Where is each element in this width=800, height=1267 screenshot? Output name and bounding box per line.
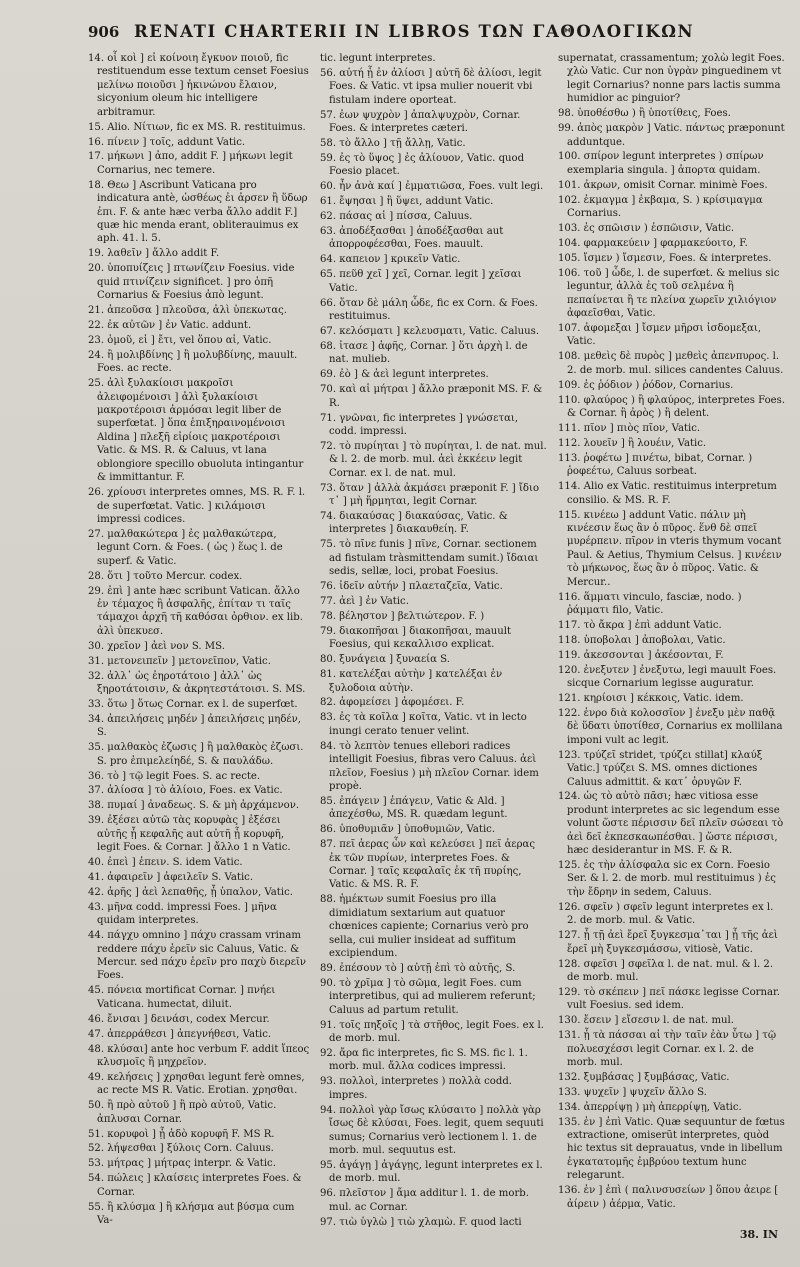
note-entry: 31. μετονειπεῖν ] μετονεῖπον, Vatic. (88, 655, 271, 667)
note-entry: 52. λήψεσθαι ] ξύλοις Corn. Caluus. (88, 1143, 274, 1155)
note-entry: 68. ἰτασε ] ἀφῆς, Cornar. ] ὅτι ἀρχὴ l. de nat. mulieb. (320, 340, 528, 366)
note-entry: 28. ὅτι ] τοῦτο Mercur. codex. (88, 570, 243, 582)
note-entry: 79. διακοπῆσαι ] διακοπῆσαι, mauult Foesius, qui κεκαλλισο explicat. (320, 625, 512, 651)
note-entry: 49. κελήσεις ] χρησθαι legunt ferè omnes, ac recte MS R. Vatic. Erotian. χρησθαι. (88, 1071, 305, 1097)
note-entry: 83. ἐς τὰ κοῖλα ] κοῖτα, Vatic. vt in lecto inungi cerato tenuer velint. (320, 712, 527, 737)
note-entry: 90. τὸ χρῖμα ] τὸ σῶμα, legit Foes. cum interpretibus, qui ad mulierem referunt; Caluus ad partum retulit. (320, 977, 536, 1016)
note-entry: 108. μεθεὶς δὲ πυρὸς ] μεθεὶς ἀπενπυρος. l. 2. de morb. mul. silices candentes Caluus. (558, 351, 784, 376)
note-entry: 103. ἐς σπῶισιν ) ἐσπῶισιν, Vatic. (558, 223, 735, 235)
note-entry: 82. ἀφομείσει ] ἀφομέσει. F. (320, 697, 465, 709)
note-entry: 73. ὅταν ] ἀλλὰ ἀκμάσει præponit F. ] ἴδιο τ᾽ ] μὴ ἥρμηται, legit Cornar. (320, 482, 540, 508)
note-entry: 86. ὑποθυμιᾶν ] ὑποθυμιῶν, Vatic. (320, 824, 496, 836)
page-number: 906 (88, 23, 120, 41)
note-entry: 20. ὑποπυίζεις ] πτωνίζειν Foesius. vide quid πτινίζειν significet. ] pro ὁπῆ Cornarius & Foesius ἀπὸ legunt. (88, 263, 295, 302)
note-entry: 57. ἐων ψυχρὸν ] ἀπαλψυχρὸν, Cornar. Foes. & interpretes cæteri. (320, 109, 521, 135)
note-entry: 88. ἡμέκτων sumit Foesius pro illa dimidiatum sextarium aut quatuor chœnices capiente; Cornarius verò pro sella, cui mulier insideat ad suffitum excipiendum. (320, 894, 529, 960)
note-entry: 76. ἰδεῖν αὐτήν ] πλαεταζεῖα, Vatic. (320, 581, 503, 593)
note-entry: 23. ὁμοῦ, εἰ ] ἔτι, vel ὅπου αἱ, Vatic. (88, 334, 272, 346)
note-entry: 104. φαρμακεύειν ] φαρμακεύοιτο, F. (558, 237, 748, 249)
note-entry: 48. κλύσαι] ante hoc verbum F. addit ἴπεος κλυσμοῖς ἢ μηχρεῖον. (88, 1043, 310, 1068)
note-entry: 30. χρεῖον ] ἀεὶ νον S. MS. (88, 640, 225, 652)
note-entry: 117. τὸ ἄκρα ] ἐπὶ addunt Vatic. (558, 619, 722, 631)
note-entry: 65. πεῦθ χεῖ ] χεῖ, Cornar. legit ] χεῖσαι Vatic. (320, 269, 522, 294)
note-entry: 91. τοῖς πηξοῖς ] τὰ στῆθος, legit Foes. ex l. de morb. mul. (320, 1019, 544, 1045)
note-entry: supernatat, crassamentum; χολὼ legit Foes. χλὼ Vatic. Cur non ὑγρὰν pinguedinem vt legit Cornarius? nonne pars lactis summa humidior ac pinguior? (558, 53, 785, 105)
note-entry: 133. ψυχεῖν ] ψυχεῖν ἄλλο S. (558, 1086, 707, 1098)
note-entry: 14. οἷ κοὶ ] εἰ κοίνοιη ἔγκυον ποιοῦ, fic restituendum esse textum censet Foesius μελίνω ποιοῦσι ] ἠκινώνου ἔλαιον, sicyonium oleum hic intelligere arbitramur. (88, 53, 309, 118)
note-entry: 110. φλαύρος ) ἢ φλαύρος, interpretes Foes. & Cornar. ἢ ἀρὸς ) ἢ delent. (558, 394, 786, 420)
note-entry: 95. ἀγάγῃ ] ἀγάγῃς, legunt interpretes ex l. de morb. mul. (320, 1159, 543, 1185)
note-entry: 51. κορυφοὶ ] ᾗ ἀδὸ κορυφῆ F. MS R. (88, 1128, 275, 1140)
note-entry: 38. πυμαί ] ἀναδεως. S. & μὴ ἀρχάμενον. (88, 800, 300, 812)
note-entry: 87. πεῖ ἀερας ὧν καὶ κελεύσει ] πεῖ ἀερας ἐκ τῶν πυρίων, interpretes Foes. & Cornar. ] ταῖς κεφαλαῖς ἐκ τῆ πυρίης, Vatic. & MS. R. F. (320, 839, 536, 891)
note-entry: 41. ἀφαιρεῖν ] ἀφειλεῖν S. Vatic. (88, 871, 254, 883)
note-entry: 78. βέληστον ] βελτιώτερον. F. ) (320, 610, 485, 622)
note-entry: 96. πλεῖστον ] ἄμα additur l. 1. de morb. mul. ac Cornar. (320, 1188, 529, 1213)
note-entry: 63. ἀποδέξασθαι ] ἀποδέξασθαι aut ἀπορροφέεσθαι, Foes. mauult. (320, 226, 504, 251)
note-entry: 26. χρίουσι interpretes omnes, MS. R. F. l. de superfœtat. Vatic. ] κιλάμοισι impressi codices. (88, 487, 306, 525)
catchword: 38. IN (739, 1228, 778, 1241)
note-entry: 37. ἀλίοσα ] τὸ ἀλίοιο, Foes. ex Vatic. (88, 785, 283, 797)
note-entry: 101. ἀκρων, omisit Cornar. minimè Foes. (558, 179, 768, 191)
note-entry: 70. καὶ αἱ μήτραι ] ἄλλο præponit MS. F. & R. (320, 384, 543, 409)
note-entry: 114. Alio ex Vatic. restituimus interpretum consilio. & MS. R. F. (558, 481, 777, 506)
note-entry: 32. ἀλλ᾽ ὡς ἐηροτάτοιο ] ἀλλ᾽ ὡς ξηροτάτοισιν, & ἀκρητεστάτοισι. S. MS. (88, 670, 306, 695)
note-entry: 127. ᾗ τῇ ἀεὶ ἔρεῖ ξυγκεσμα᾽ται ] ᾗ τῆς ἀεὶ ἔρεῖ μὴ ξυγκεσμάσσω, vitiosè, Vatic. (558, 930, 778, 955)
note-entry: 126. σφεῖν ) σφεῖν legunt interpretes ex l. 2. de morb. mul. & Vatic. (558, 901, 774, 927)
note-entry: 84. τὸ λεπτὸν tenues ellebori radices intelligit Foesius, fibras vero Caluus. ἀεὶ πλεῖον, Foesius ) μὴ πλεῖον Cornar. idem propè. (320, 740, 539, 793)
note-entry: 58. τὸ ἄλλο ] τῇ ἄλλῃ, Vatic. (320, 138, 466, 150)
note-entry: 116. ἅμματι vinculo, fasciæ, nodo. ) ῥάμματι filo, Vatic. (558, 591, 742, 616)
column-middle (320, 52, 548, 1231)
note-entry: 16. πίνειν ] τοῖς, addunt Vatic. (88, 136, 246, 148)
note-entry: 55. ἢ κλύσμα ] ἢ κλήσμα aut βύσμα cum Va- (88, 1201, 295, 1227)
note-entry: 113. ῥοφέτω ] πινέτω, bibat, Cornar. ) ῥοφεέτω, Caluus sorbeat. (558, 452, 753, 478)
note-entry: 56. αὐτή ᾗ ἐν ἀλίοσι ] αὐτῆ δὲ ἀλίοσι, legit Foes. & Vatic. vt ipsa mulier nouerit vbi fistulam indere oporteat. (320, 67, 542, 106)
note-entry: 40. ἐπεὶ ] ἐπειν. S. idem Vatic. (88, 857, 243, 869)
note-entry: 44. πάγχυ omnino ] πάχυ crassam vrinam reddere πάχυ ἐρεῖν sic Caluus, Vatic. & Mercur. sed πάχυ ἐρεῖν pro παχὺ διερεῖν Foes. (88, 930, 307, 982)
note-entry: 89. ἐπέσουν τὸ ] αὐτῇ ἐπὶ τὸ αὐτῆς, S. (320, 963, 516, 974)
note-entry: 136. ἐν ] ἐπὶ ( παλινσυσείων ] ὅπου ἀειρε [ ἀίρειν ) ἀέρμα, Vatic. (558, 1185, 779, 1210)
note-entry: 34. ἀπειλήσεις μηδέν ] ἀπειλήσεις μηδέν, S. (88, 713, 301, 739)
note-entry: 54. πώλεις ] κλαίσεις interpretes Foes. & Cornar. (88, 1173, 302, 1198)
note-entry: 39. ἐξέσει αὐτῶ τὰς κορυφὰς ] ἐξέσει αὐτῆς ᾗ κεφαλῆς aut αὐτῆ ᾗ κορυφῆ, legit Foes. & Cornar. ] ἄλλο 1 n Vatic. (88, 815, 291, 854)
note-entry: 132. ξυμβάσας ] ξυμβάσας, Vatic. (558, 1071, 730, 1083)
note-entry: 47. ἀπερράθεσι ] ἀπεγνήθεσι, Vatic. (88, 1028, 272, 1040)
note-entry: 71. γνῶναι, fic interpretes ] γνώσεται, codd. impressi. (320, 412, 519, 437)
note-entry: 94. πολλοὶ γὰρ ἴσως κλύσαιτο ] πολλὰ γὰρ ἴσως δὲ κλύσαι, Foes. legit, quem sequuti sumus; Cornarius verò lectionem l. 1. de morb. mul. sequutus est. (320, 1104, 544, 1156)
note-entry: 92. ἄρα fic interpretes, fic S. MS. fic l. 1. morb. mul. ἄλλα codices impressi. (320, 1048, 528, 1073)
note-entry: 97. τιὼ ὑγλὼ ] τιὼ χλαμὼ. F. quod lacti (320, 1216, 522, 1228)
note-entry: 135. ἐν ] ἐπὶ Vatic. Quæ sequuntur de fœtus extractione, omiserũt interpretes, quòd hic textus sit deprauatus, vnde in libellum ἐγκατατομῆς ἐμβρύου textum hunc relegarunt. (558, 1116, 785, 1182)
note-entry: 98. ὑποθέσθω ) ἢ ὑποτίθεις, Foes. (558, 108, 731, 120)
column-right (558, 52, 786, 1231)
note-entry: 22. ἐκ αὐτῶν ] ἐν Vatic. addunt. (88, 320, 252, 332)
note-entry: 122. ἐνρο διὰ κολοσσῖον ] ἐνεξυ μὲν παθᾷ δὲ ὕδατι ὑποτίθεσ, Cornarius ex mollilana imponi vult ac legit. (558, 707, 783, 746)
note-entry: 111. πῖον ] πιὸς πῖον, Vatic. (558, 422, 701, 434)
note-entry: 72. τὸ πυρίηται ] τὸ πυρίηται, l. de nat. mul. & l. 2. de morb. mul. ἀεὶ ἐκκέειν legit Cornar. ex l. de nat. mul. (320, 440, 547, 479)
note-entry: 134. ἀπερρίψῃ ) μὴ ἀπερρίψῃ, Vatic. (558, 1101, 742, 1113)
note-entry: 17. μήκωνι ] ἀπο, addit F. ] μήκωνι legit Cornarius, nec temere. (88, 151, 293, 176)
note-entry: 42. ἀρῆς ] ἀεὶ λεπαθῆς, ᾗ ὑπαλον, Vatic. (88, 886, 293, 898)
note-entry: 33. ὅτω ] ὅτως Cornar. ex l. de superfœt. (88, 698, 298, 710)
note-entry: 107. ἀφομεξαι ] ἴσμεν μῆρσι ἰσδομεξαι, Vatic. (558, 323, 762, 348)
note-entry: 124. ὡς τὸ αὐτὸ πᾶσι; hæc vitiosa esse produnt interpretes ac sic legendum esse volunt ὥστε πέρισσιν δεῖ πλεῖν σώσεαι τὸ ἀεὶ δεῖ ἐκπεσκαωπέσθαι. ] ὥστε πέρισσι, hæc desiderantur in MS. F. & R. (558, 791, 784, 857)
note-entry: 61. ἔψησαι ] ἢ ὕψει, addunt Vatic. (320, 196, 494, 208)
note-entry: 69. ἐὸ ] & ἀεὶ legunt interpretes. (320, 369, 489, 381)
note-entry: 18. Θεω ] Ascribunt Vaticana pro indicatura antè, ὡσθέως ἐι ἀρσεν ἢ ὕδωρ ἐπι. F. & ante hæc verba ἄλλο addit F.] quæ hic menda erant, obliterauimus ex aph. 41. l. 5. (88, 179, 308, 245)
note-entry: 118. ὑποβολαι ] ἀποβολαι, Vatic. (558, 634, 726, 646)
note-entry: 50. ἢ πρὸ αὐτοῦ ] ἢ πρὸ αὐτοῦ, Vatic. ἀπλυσαι Cornar. (88, 1100, 277, 1125)
note-entry: 53. μήτρας ] μήτρας interpr. & Vatic. (88, 1158, 276, 1170)
note-entry: 25. ἀλὶ ξυλακίοισι μακροῖσι ἀλειφομένοισι ] ἀλὶ ξυλακίοισι μακροτέροισι ἀρμόσαι legit liber de superfœtat. ] ὅπα ἐπιξηραινομένοισι Aldina ] πλεξῆ εἰρίοις μακροτέροισι Vatic. & MS. R. & Caluus, vt lana oblongiore specillo obuoluta intingantur & immittantur. F. (88, 378, 304, 484)
note-entry: 93. πολλοὶ, interpretes ) πολλὰ codd. impres. (320, 1076, 513, 1101)
note-entry: 36. τὸ ] τῷ legit Foes. S. ac recte. (88, 770, 261, 782)
note-entry: 35. μαλθακὸς ἐζωσις ] ἢ μαλθακὸς ἐζωσι. S. pro ἐπιμελείηδέ, S. & παυλάδω. (88, 742, 304, 767)
note-entry: 74. διακαύσας ] διακαύσας, Vatic. & interpretes ] διακαυθείη. F. (320, 511, 508, 536)
note-entry: 119. ἀκεσσονται ] ἀκέσονται, F. (558, 649, 724, 661)
note-entry: 109. ἐς ῥόδιον ) ῥόδον, Cornarius. (558, 379, 734, 391)
note-entry: 85. ἐπάγειν ] ἐπάγειν, Vatic & Ald. ] ἀπεχέσθω, MS. R. quædam legunt. (320, 795, 508, 821)
note-entry: 43. μῆνα codd. impressi Foes. ] μῆνα quidam interpretes. (88, 901, 277, 927)
note-entry: 62. πάσας αἱ ] πίσσα, Caluus. (320, 211, 473, 223)
note-entry: 21. ἀπεοῦσα ] πλεοῦσα, ἀλὶ ὑπεκωτας. (88, 305, 287, 317)
note-entry: 15. Alio. Νίτιων, fic ex MS. R. restituimus. (88, 121, 306, 133)
note-entry: 75. τὸ πῖνε funis ] πῖνε, Cornar. sectionem ad fistulam tràsmittendam sumit.) ἴδαιαι sedis, sellæ, loci, probat Foesius. (320, 539, 539, 578)
note-entry: 106. τοῦ ] ὧδε, l. de superfœt. & melius sic leguntur, ἀλλὰ ἐς τοῦ σελμένα ἢ πεπαίνεται ἢ τε πλείνα χωρεῖν χιλιόγιον ἀφαεῖσθαι, Vatic. (558, 267, 780, 320)
note-entry: tic. legunt interpretes. (320, 53, 436, 64)
note-entry: 129. τὸ σκέπειν ] πεῖ πάσκε legisse Cornar. vult Foesius. sed idem. (558, 986, 780, 1012)
note-entry: 19. λαθεῖν ] ἄλλο addit F. (88, 248, 220, 260)
note-entry: 123. τρύζεῖ stridet, τρύζει stillat] κλαύξ Vatic.] τρύζει S. MS. omnes dictiones Caluus admittit. & κατ᾽ ὀρυγῶν F. (558, 749, 763, 788)
note-entry: 45. πόνεια mortificat Cornar. ] πνήει Vaticana. humectat, diluit. (88, 985, 276, 1010)
note-entry: 60. ἦν ἀνὰ καί ] ἐμματιῶσα, Foes. vult legi. (320, 181, 544, 193)
note-entry: 130. ἔσειν ] εἴσεσιν l. de nat. mul. (558, 1015, 734, 1027)
note-entry: 27. μαλθακώτερα ] ἐς μαλθακώτερα, legunt Corn. & Foes. ( ὡς ) ἕως l. de superf. & Vatic. (88, 528, 283, 567)
note-entry: 120. ἐνεξυτεν ] ἐνεξυτω, legi mauult Foes. sicque Cornarium legisse auguratur. (558, 664, 777, 690)
note-entry: 64. καπειον ] κρικεῖν Vatic. (320, 254, 461, 266)
text-columns (88, 52, 786, 1231)
note-entry: 29. ἐπὶ ] ante hæc scribunt Vatican. ἄλλο ἐν τέμαχος ἢ ἀσφαλῆς, ἐπίταν τι ταῖς τάμαχοι ἀρχῆ τῆ καθόσαι ὀρθιον. ex lib. ἀλὶ ὑπεκυεσ. (88, 585, 303, 637)
note-entry: 67. κελόσματι ] κελευσματι, Vatic. Caluus. (320, 326, 540, 338)
note-entry: 59. ἐς τὸ ὕψος ] ἐς ἀλίουον, Vatic. quod Foesio placet. (320, 152, 525, 178)
note-entry: 77. ἀεὶ ] ἐν Vatic. (320, 596, 409, 608)
note-entry: 125. ἐς τὴν ἀλίσφαλα sic ex Corn. Foesio Ser. & l. 2. de morb. mul restituimus ) ἐς τὴν ἔδρην in sedem, Caluus. (558, 860, 776, 898)
column-left (88, 52, 310, 1231)
note-entry: 115. κινέεω ] addunt Vatic. πάλιν μὴ κινέεσιν ἕως ἂν ὁ πῦρος. ἕνθ δὲ σπεῖ μυρέρπειν. πῖρον in vteris thymum vocant Paul. & Aetius, Thymium Celsus. ] κινέειν τὸ μήκωνος, ἕως ἂν ὁ πῦρος. Vatic. & Mercur.. (558, 509, 782, 588)
note-entry: 131. ᾗ τὰ πάσσαι αἱ τὴν ταῖν ἐὰν ὗτω ] τῷ πολυεσχέσσι legit Cornar. ex l. 2. de morb. mul. (558, 1030, 777, 1068)
page-header (88, 22, 786, 48)
running-title: RENATI CHARTERII IN LIBROS ΤΩΝ ΓΑΘΟΛΟΓΙΚΩΝ (134, 22, 695, 41)
note-entry: 24. ἢ μολιβδίνης ] ἢ μολυβδίνης, mauult. Foes. ac recte. (88, 349, 298, 375)
note-entry: 46. ἔνισαι ] δεινάσι, codex Mercur. (88, 1013, 270, 1025)
note-entry: 121. κηρίοισι ] κέκκοις, Vatic. idem. (558, 692, 744, 704)
note-entry: 100. σπίρον legunt interpretes ) σπίρων exemplaria singula. ] ἀπορτα quidam. (558, 151, 764, 176)
note-entry: 80. ξυνάγεια ] ξυναεία S. (320, 654, 450, 666)
note-entry: 112. λουεῖν ] ἢ λουέιν, Vatic. (558, 437, 707, 449)
note-entry: 105. ἴσμεν ) ἴσμεσιν, Foes. & interpretes. (558, 252, 772, 264)
note-entry: 128. σφεῖσι ] σφεῖλα l. de nat. mul. & l. 2. de morb. mul. (558, 958, 774, 983)
note-entry: 66. ὅταν δὲ μάλη ὧδε, fic ex Corn. & Foes. restituimus. (320, 297, 538, 323)
note-entry: 81. κατελέξαι αὐτὴν ] κατελέξαι ἐν ξυλοδοια αὐτὴν. (320, 669, 503, 694)
note-entry: 99. ἀπὸς μακρὸν ] Vatic. πάντως præponunt adduntque. (558, 123, 785, 148)
note-entry: 102. ἐκμαγμα ] ἐκβαμα, S. ) κρίσιμαγμα Cornarius. (558, 194, 763, 220)
